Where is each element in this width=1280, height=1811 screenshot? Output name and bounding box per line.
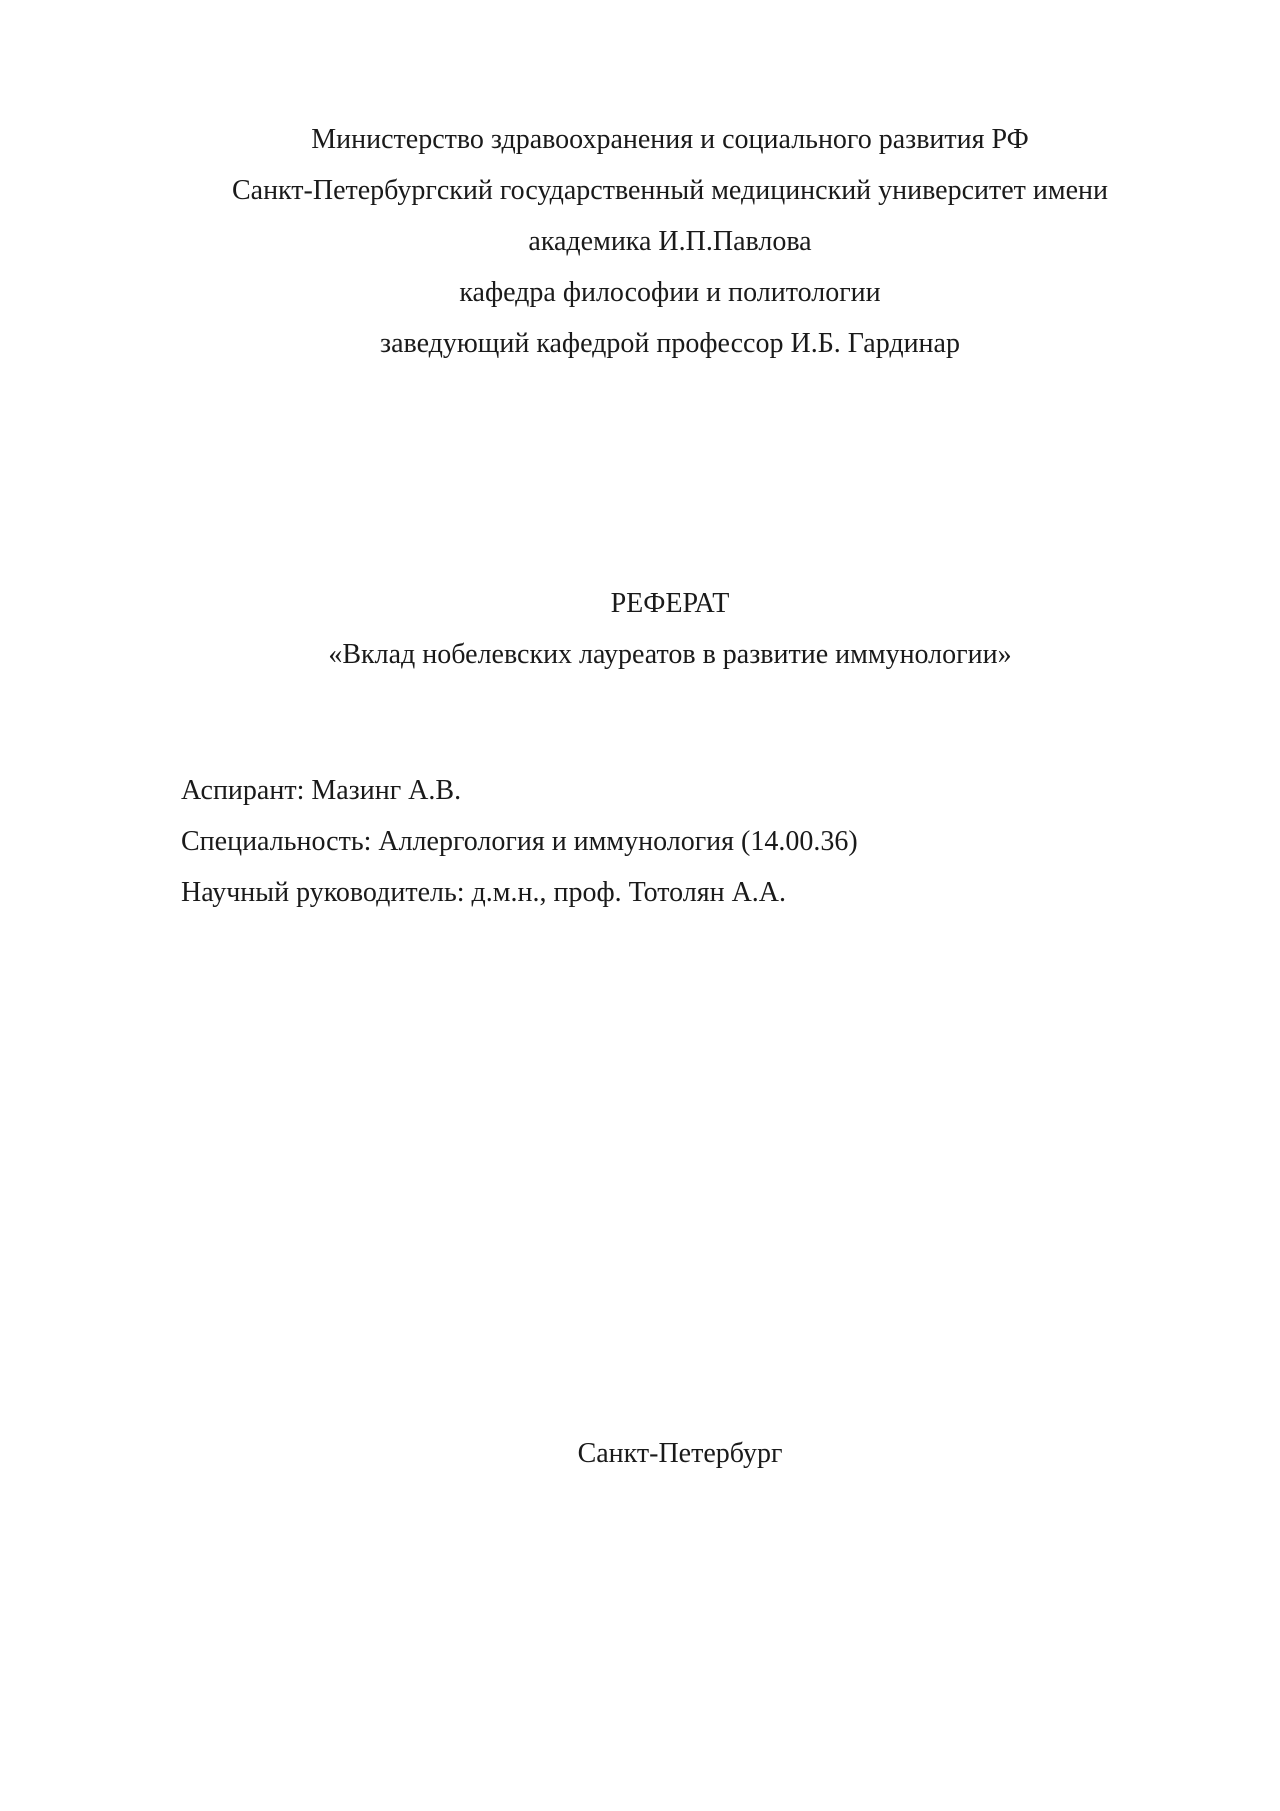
author-info-block	[181, 765, 1161, 918]
university-name-line2: академика И.П.Павлова	[528, 226, 812, 257]
department-name: кафедра философии и политологии	[459, 277, 881, 308]
document-topic: «Вклад нобелевских лауреатов в развитие иммунологии»	[328, 639, 1012, 670]
ministry-name: Министерство здравоохранения и социального развития РФ	[311, 124, 1029, 155]
city-name: Санкт-Петербург	[577, 1438, 783, 1469]
document-title-block	[180, 578, 1160, 680]
university-name-line1: Санкт-Петербургский государственный медицинский университет имени	[231, 175, 1109, 206]
specialty: Специальность: Аллергология и иммунология (14.00.36)	[181, 826, 858, 857]
supervisor: Научный руководитель: д.м.н., проф. Тотолян А.А.	[181, 877, 787, 908]
document-type: РЕФЕРАТ	[610, 588, 730, 619]
postgraduate-name: Аспирант: Мазинг А.В.	[181, 775, 462, 806]
institution-header	[180, 114, 1160, 369]
head-of-department: заведующий кафедрой профессор И.Б. Гардинар	[380, 328, 960, 359]
